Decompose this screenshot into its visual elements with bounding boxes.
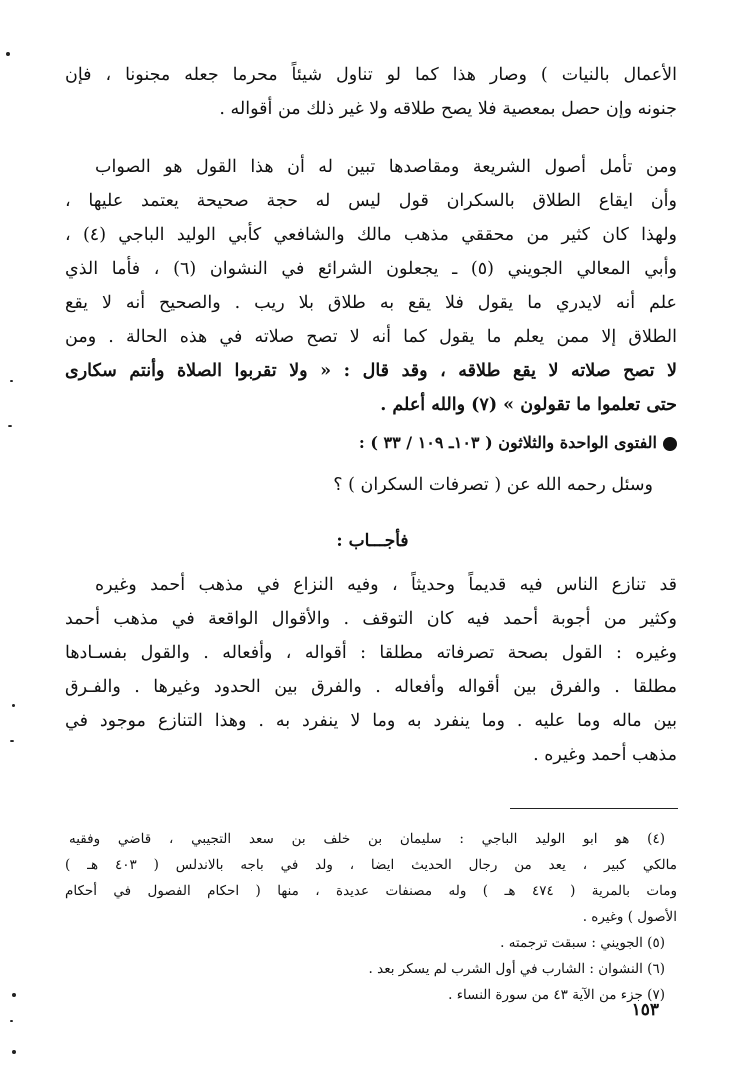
paragraph-3-line-2: وكثير من أجوبة أحمد فيه كان التوقف . والأقوال الواقعة في مذهب أحمد xyxy=(65,609,677,629)
scan-speck xyxy=(10,1020,13,1022)
footnote-divider xyxy=(510,808,678,809)
paragraph-2-line-7: لا تصح صلاته لا يقع طلاقه ، وقد قال : « ولا تقربوا الصلاة وأنتم سكارى xyxy=(65,361,677,381)
paragraph-1-line-1: الأعمال بالنيات ) وصار هذا كما لو تناول شيئاً محرما جعله مجنونا ، فإن xyxy=(65,65,677,85)
scan-speck xyxy=(10,380,13,382)
bullet-icon xyxy=(663,437,677,451)
footnote-4-line-1: (٤) هو ابو الوليد الباجي : سليمان بن خلف بن سعد التجيبي ، قاضي وفقيه xyxy=(69,831,665,847)
paragraph-3-line-1: قد تنازع الناس فيه قديماً وحديثاً ، وفيه النزاع في مذهب أحمد وغيره xyxy=(95,575,677,595)
paragraph-2-line-2: وأن ايقاع الطلاق بالسكران قول ليس له حجة صحيحة يعتمد عليها ، xyxy=(65,191,677,211)
scan-speck xyxy=(6,52,10,56)
quran-quote-end: حتى تعلموا ما تقولون » (٧) xyxy=(471,395,677,415)
paragraph-2-line-5: علم أنه لايدري ما يقول فلا يقع به طلاق بلا ريب . والصحيح أنه لا يقع xyxy=(65,293,677,313)
paragraph-2-line-8 xyxy=(65,388,677,422)
scan-speck xyxy=(10,740,14,742)
footnote-6: (٦) النشوان : الشارب في أول الشرب لم يسكر بعد . xyxy=(368,961,665,977)
answer-title: فأجـــاب : xyxy=(336,531,409,551)
question-line: وسئل رحمه الله عن ( تصرفات السكران ) ؟ xyxy=(333,475,653,495)
fatwa-heading-text: الفتوى الواحدة والثلاثون ( ١٠٣ـ ١٠٩ / ٣٣ ) : xyxy=(358,433,657,452)
footnote-4-line-4: الأصول ) وغيره . xyxy=(582,909,677,925)
scan-speck xyxy=(12,704,15,707)
scan-speck xyxy=(8,425,12,427)
paragraph-3-line-4: مطلقا . والفرق بين أقواله وأفعاله . والفرق بين الحدود وغيرها . والفـرق xyxy=(65,677,677,697)
footnote-4-line-3: ومات بالمرية ( ٤٧٤ هـ ) وله مصنفات عديدة ، منها ( احكام الفصول في أحكام xyxy=(65,883,677,899)
footnote-4-line-2: مالكي كبير ، يعد من رجال الحديث ايضا ، ولد في باجه بالاندلس ( ٤٠٣ هـ ) xyxy=(65,857,677,873)
footnote-7: (٧) جزء من الآية ٤٣ من سورة النساء . xyxy=(448,987,665,1003)
paragraph-2-line-1: ومن تأمل أصول الشريعة ومقاصدها تبين له أن هذا القول هو الصواب xyxy=(95,157,677,177)
footnote-5: (٥) الجويني : سبقت ترجمته . xyxy=(500,935,665,951)
fatwa-heading xyxy=(65,428,677,458)
paragraph-1-line-2: جنونه وإن حصل بمعصية فلا يصح طلاقه ولا غير ذلك من أقواله . xyxy=(219,99,677,119)
paragraph-3-line-6: مذهب أحمد وغيره . xyxy=(533,745,677,765)
paragraph-2-line-6: الطلاق إلا ممن يعلم ما يقول كما أنه لا تصح صلاته في هذه الحالة . ومن xyxy=(65,327,677,347)
scan-speck xyxy=(12,1050,16,1054)
closing-phrase: والله أعلم . xyxy=(380,395,466,415)
scan-speck xyxy=(12,993,16,997)
paragraph-2-line-3: ولهذا كان كثير من محققي مذهب مالك والشافعي كأبي الوليد الباجي (٤) ، xyxy=(65,225,677,245)
page-number: ١٥٣ xyxy=(631,1000,659,1020)
paragraph-3-line-3: وغيره : القول بصحة تصرفاته مطلقا : أقواله ، وأفعاله . والقول بفسـادها xyxy=(65,643,677,663)
paragraph-3-line-5: بين ماله وما عليه . وما ينفرد به وما لا ينفرد به . وهذا التنازع موجود في xyxy=(65,711,677,731)
paragraph-2-line-4: وأبي المعالي الجويني (٥) ـ يجعلون الشرائع في النشوان (٦) ، فأما الذي xyxy=(65,259,677,279)
